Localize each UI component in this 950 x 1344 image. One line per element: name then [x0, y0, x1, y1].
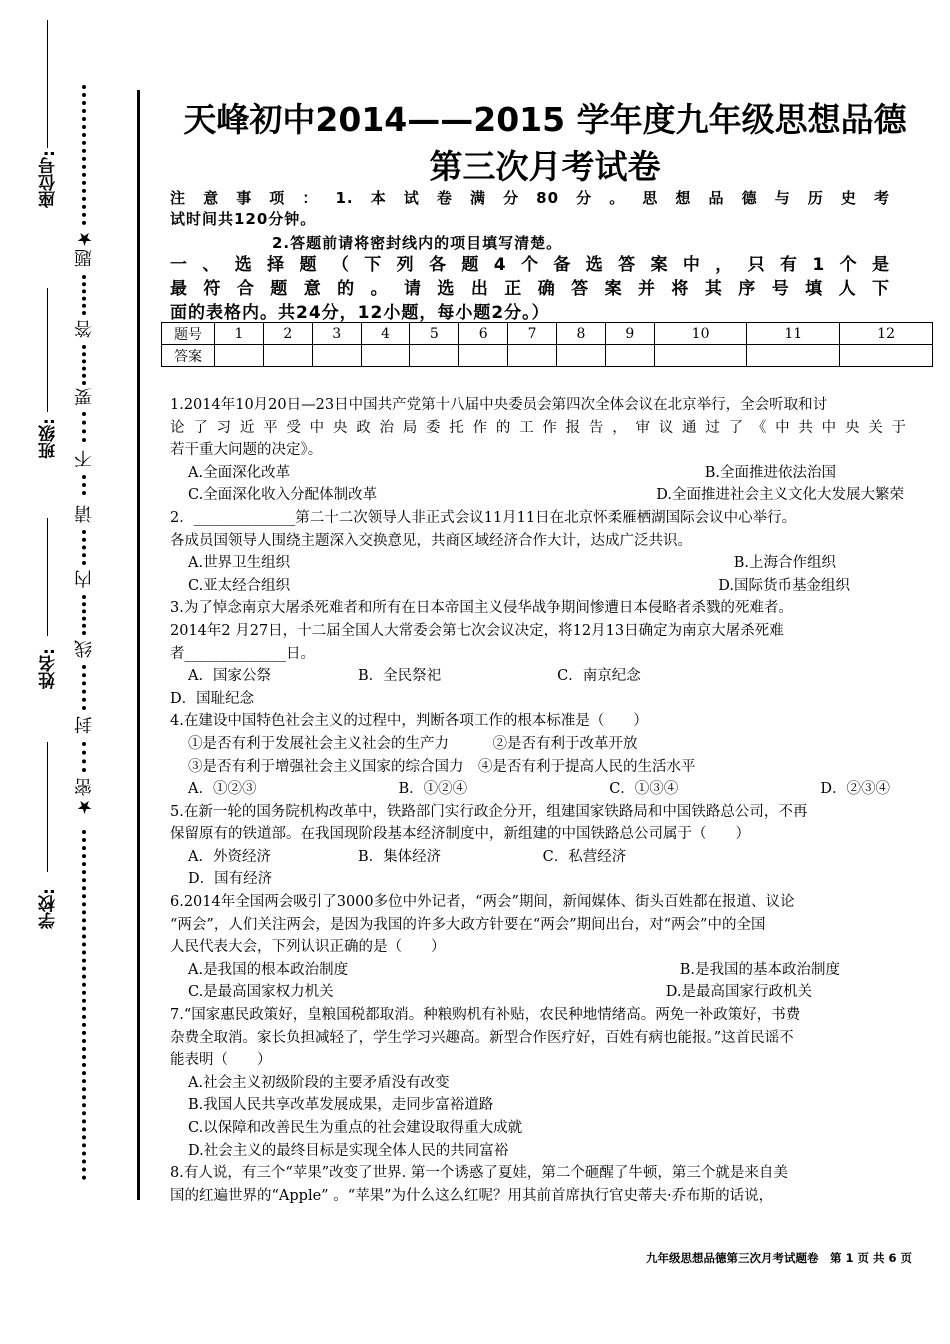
option-c: C.全面深化收入分配体制改革 — [188, 487, 378, 504]
option-row — [170, 959, 906, 982]
question-text: 各成员国领导人围绕主题深入交换意见，共商区域经济合作大计，达成广泛共识。 — [170, 532, 692, 549]
section-line: 最符合题意的。请选出正确答案并将其序号填人下 — [170, 279, 890, 299]
notice-line: 试时间共120分钟。 — [170, 210, 317, 228]
question-text: 8.有人说，有三个“苹果”改变了世界. 第一个诱惑了夏娃，第二个砸醒了牛顿，第三个就是来自美 — [170, 1165, 788, 1182]
option-d: D.全面推进社会主义文化大发展大繁荣 — [656, 487, 904, 504]
seal-dotted-line — [82, 275, 86, 315]
seal-dotted-line — [82, 595, 86, 635]
seat-underline — [47, 20, 48, 148]
answer-cell[interactable] — [840, 345, 933, 367]
option-a: A.世界卫生组织 — [188, 555, 291, 572]
option-b: B．①②④ — [398, 781, 468, 798]
question-number-cell: 5 — [410, 323, 459, 345]
name-underline — [47, 518, 48, 636]
option-b: B.全面推进依法治国 — [704, 464, 836, 481]
question-text: 者______________日。 — [170, 645, 315, 662]
school-underline — [47, 742, 48, 872]
notice-line: 注意事项：1.本试卷满分80分。思想品德与历史考 — [170, 189, 890, 207]
question-text: 2．______________第二十二次领导人非正式会议11月11日在北京怀柔雁栖湖国际会议中心举行。 — [170, 509, 797, 526]
question-number-cell: 12 — [840, 323, 933, 345]
question-number-cell: 8 — [557, 323, 606, 345]
answer-cell[interactable] — [263, 345, 312, 367]
answer-cell[interactable] — [605, 345, 654, 367]
seal-word: 封 — [74, 716, 95, 734]
option-a: A.是我国的根本政治制度 — [188, 961, 349, 978]
notice-line: 2.答题前请将密封线内的项目填写清楚。 — [272, 234, 563, 252]
seal-word: 要 — [74, 388, 95, 406]
seal-word: ★密 — [74, 778, 95, 817]
question-number-cell: 1 — [215, 323, 264, 345]
question-list — [170, 394, 906, 1207]
option-d: D.国际货币基金组织 — [718, 577, 850, 594]
table-row — [162, 323, 933, 345]
option-row: A．外资经济 B．集体经济 C．私营经济 — [188, 848, 627, 865]
seal-dotted-line — [82, 85, 86, 225]
class-underline — [47, 288, 48, 412]
seal-dotted-line — [82, 475, 86, 495]
option-row — [170, 462, 906, 485]
question-text: 5.在新一轮的国务院机构改革中，铁路部门实行政企分开，组建国家铁路局和中国铁路总公司，不再 — [170, 803, 808, 820]
option-row — [170, 552, 906, 575]
seal-word: 请 — [74, 505, 95, 523]
binding-margin — [0, 0, 135, 1344]
option-row — [170, 484, 906, 507]
option-c: C.是最高国家权力机关 — [188, 984, 334, 1001]
answer-cell[interactable] — [410, 345, 459, 367]
option-d: D．国耻纪念 — [170, 690, 255, 707]
seal-dotted-line — [82, 830, 86, 1180]
question-number-cell: 2 — [263, 323, 312, 345]
option-c: C.亚太经合组织 — [188, 577, 291, 594]
seal-word: 题★ — [74, 228, 95, 267]
seal-rule — [137, 90, 140, 1200]
seal-dotted-line — [82, 665, 86, 710]
answer-cell[interactable] — [557, 345, 606, 367]
question-number-cell: 9 — [605, 323, 654, 345]
school-label: 学校: — [39, 888, 59, 929]
table-row — [162, 345, 933, 367]
class-label: 班级: — [39, 418, 59, 459]
question-text: 能表明（ ） — [170, 1052, 272, 1069]
name-label: 姓名: — [39, 648, 59, 689]
seal-dotted-line — [82, 412, 86, 442]
question-number-cell: 11 — [747, 323, 840, 345]
option-d: D．②③④ — [820, 781, 890, 798]
option-d: D.社会主义的最终目标是实现全体人民的共同富裕 — [188, 1142, 509, 1159]
question-text: 2014年2 月27日，十二届全国人大常委会第七次会议决定，将12月13日确定为南京大屠杀死难 — [170, 622, 784, 639]
question-number-cell: 3 — [312, 323, 361, 345]
section-heading — [170, 253, 890, 325]
seal-dotted-line — [82, 742, 86, 772]
question-text: 若干重大问题的决定》。 — [170, 442, 323, 459]
seat-label: 座位号: — [39, 150, 59, 208]
question-number-cell: 7 — [508, 323, 557, 345]
question-text: 4.在建设中国特色社会主义的过程中，判断各项工作的根本标准是（ ） — [170, 713, 648, 730]
question-number-cell: 6 — [459, 323, 508, 345]
option-a: A.全面深化改革 — [188, 464, 291, 481]
question-text: 论了习近平受中央政治局委托作的工作报告，审议通过了《中共中央关于 — [170, 419, 906, 436]
question-text: 国的红遍世界的“Apple” 。“苹果”为什么这么红呢？用其前首席执行官史蒂夫·乔布斯的话说， — [170, 1187, 774, 1204]
seal-dotted-line — [82, 530, 86, 565]
table-header-cell: 答案 — [162, 345, 215, 367]
option-row — [170, 575, 906, 598]
question-text: 1.2014年10月20日—23日中国共产党第十八届中央委员会第四次全体会议在北京举行，全会听取和讨 — [170, 397, 828, 413]
option-a: A.社会主义初级阶段的主要矛盾没有改变 — [188, 1074, 450, 1091]
seal-word: 答 — [74, 320, 95, 338]
question-text: 人民代表大会，下列认识正确的是（ ） — [170, 939, 446, 956]
question-text: “两会”，人们关注两会，是因为我国的许多大政方针要在“两会”期间出台，对“两会”中的全国 — [170, 916, 766, 933]
page-footer: 九年级思想品德第三次月考试题卷 第 1 页 共 6 页 — [645, 1251, 912, 1265]
answer-table — [161, 322, 933, 367]
seal-dotted-line — [82, 345, 86, 385]
option-row: A．国家公祭 B．全民祭祀 C．南京纪念 — [188, 668, 641, 685]
statement-row: ③是否有利于增强社会主义国家的综合国力 ④是否有利于提高人民的生活水平 — [188, 758, 696, 775]
option-row — [170, 778, 906, 801]
answer-cell[interactable] — [508, 345, 557, 367]
section-line: 面的表格内。共24分，12小题，每小题2分。） — [170, 303, 550, 323]
answer-cell[interactable] — [361, 345, 410, 367]
page-title: 天峰初中2014——2015 学年度九年级思想品德 — [183, 100, 907, 139]
seal-word: 线 — [74, 640, 95, 658]
option-c: C．①③④ — [609, 781, 679, 798]
question-text: 3.为了悼念南京大屠杀死难者和所有在日本帝国主义侵华战争期间惨遭日本侵略者杀戮的死难者。 — [170, 600, 793, 617]
seal-word: 不 — [74, 450, 95, 468]
table-header-cell: 题号 — [162, 323, 215, 345]
question-text: 7.“国家惠民政策好，皇粮国税都取消。种粮购机有补贴，农民种地情绪高。两免一补政策好，书费 — [170, 1007, 801, 1024]
option-b: B.是我国的基本政治制度 — [679, 961, 840, 978]
option-d: D．国有经济 — [188, 871, 273, 888]
question-text: 杂费全取消。家长负担减轻了，学生学习兴趣高。新型合作医疗好，百姓有病也能报。”这首民谣不 — [170, 1029, 794, 1046]
answer-cell[interactable] — [312, 345, 361, 367]
option-b: B.我国人民共享改革发展成果，走同步富裕道路 — [188, 1097, 494, 1114]
page-subtitle: 第三次月考试卷 — [429, 147, 661, 186]
question-text: 保留原有的铁道部。在我国现阶段基本经济制度中，新组建的中国铁路总公司属于（ ） — [170, 826, 750, 843]
seal-word: 内 — [74, 570, 95, 588]
option-a: A．①②③ — [188, 781, 257, 798]
statement-row: ①是否有利于发展社会主义社会的生产力 ②是否有利于改革开放 — [188, 735, 638, 752]
option-d: D.是最高国家行政机关 — [665, 984, 812, 1001]
answer-cell[interactable] — [654, 345, 747, 367]
question-text: 6.2014年全国两会吸引了3000多位中外记者，“两会”期间，新闻媒体、街头百姓都在报道、议论 — [170, 894, 795, 911]
option-c: C.以保障和改善民生为重点的社会建设取得重大成就 — [188, 1120, 523, 1136]
question-number-cell: 10 — [654, 323, 747, 345]
answer-cell[interactable] — [215, 345, 264, 367]
option-row — [170, 981, 906, 1004]
option-b: B.上海合作组织 — [733, 555, 836, 572]
answer-cell[interactable] — [459, 345, 508, 367]
section-line: 一、选择题（下列各题4个备选答案中，只有1个是 — [170, 255, 890, 275]
answer-cell[interactable] — [747, 345, 840, 367]
question-number-cell: 4 — [361, 323, 410, 345]
